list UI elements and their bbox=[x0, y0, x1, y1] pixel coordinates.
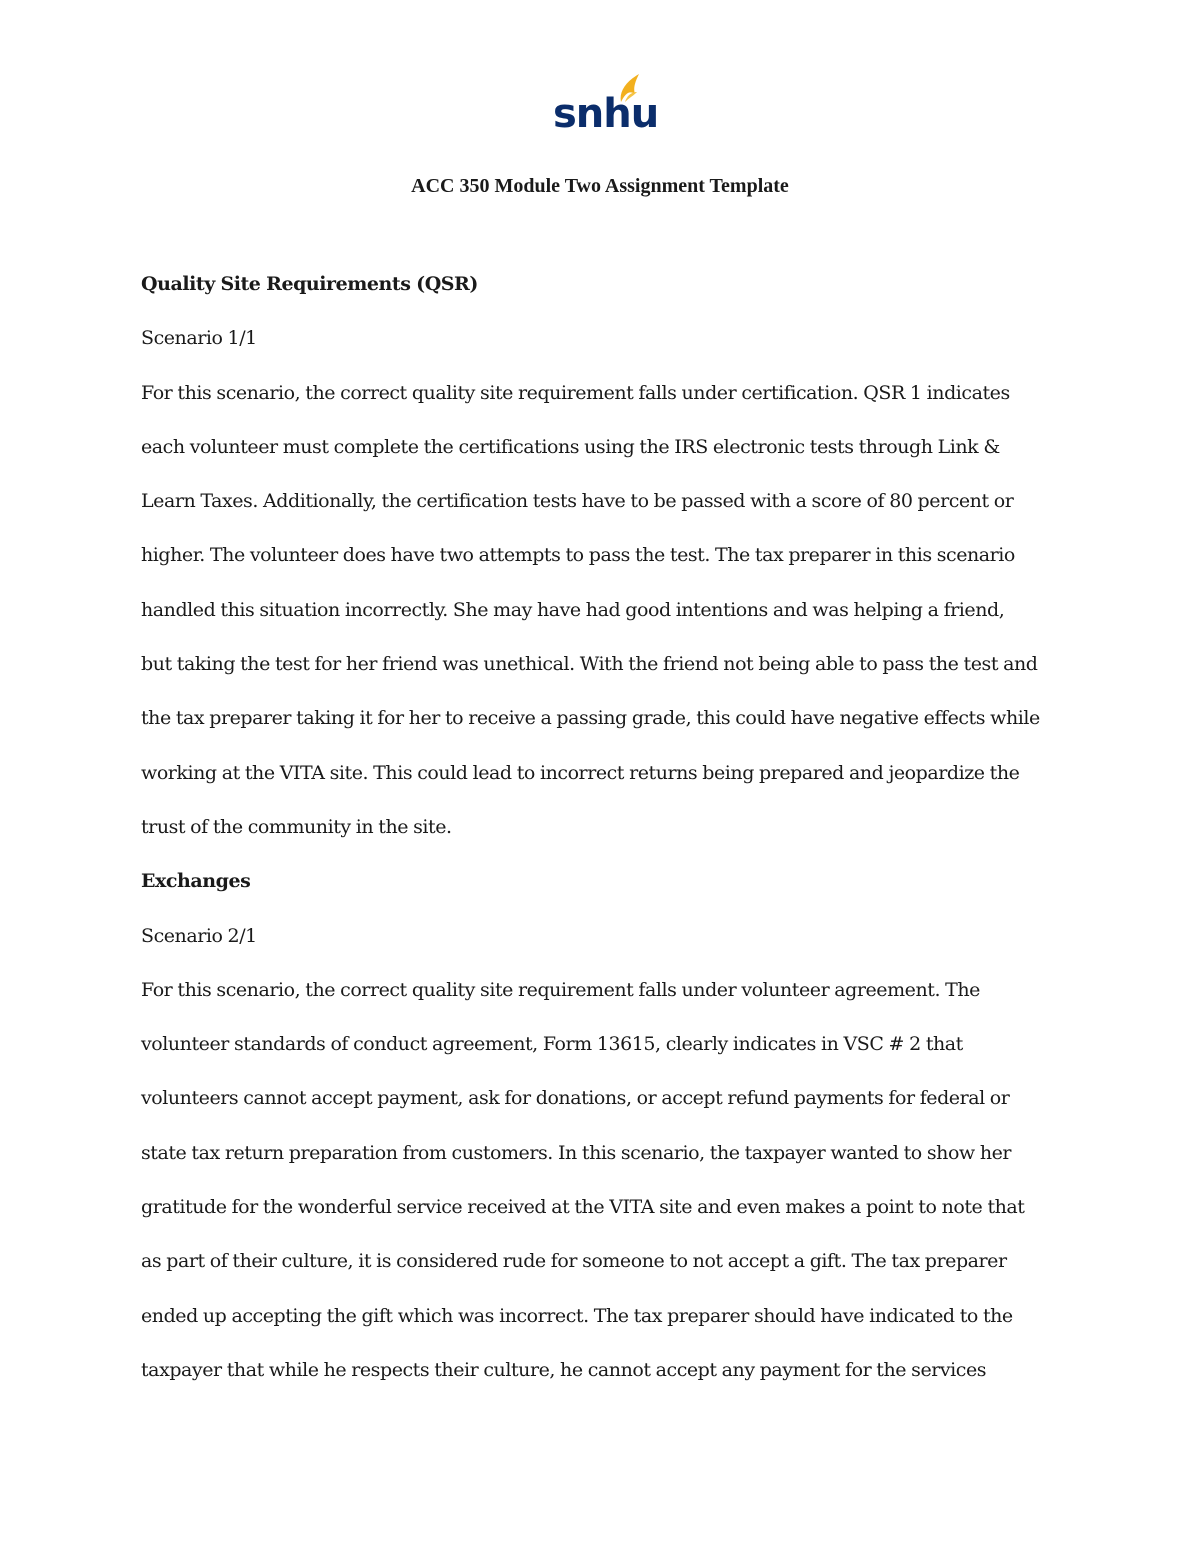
paragraph-line: For this scenario, the correct quality site requirement falls under volunteer agreement. The bbox=[141, 978, 980, 1001]
paragraph-line: Learn Taxes. Additionally, the certification tests have to be passed with a score of 80 percent or bbox=[141, 490, 1014, 513]
paragraph-line: gratitude for the wonderful service received at the VITA site and even makes a point to note that bbox=[141, 1196, 1025, 1219]
paragraph-line: higher. The volunteer does have two attempts to pass the test. The tax preparer in this scenario bbox=[141, 544, 1015, 567]
logo-wordmark: snhu bbox=[553, 91, 659, 137]
paragraph-line: volunteers cannot accept payment, ask for donations, or accept refund payments for federal or bbox=[141, 1087, 1010, 1110]
paragraph-line: each volunteer must complete the certifications using the IRS electronic tests through Link & bbox=[141, 435, 1000, 458]
scenario-label: Scenario 1/1 bbox=[141, 327, 257, 350]
paragraph-line: but taking the test for her friend was unethical. With the friend not being able to pass the test and bbox=[141, 653, 1038, 676]
document-body bbox=[141, 270, 1071, 1410]
paragraph-line: For this scenario, the correct quality site requirement falls under certification. QSR 1 indicates bbox=[141, 381, 1010, 404]
snhu-logo bbox=[553, 72, 659, 138]
paragraph-line: state tax return preparation from customers. In this scenario, the taxpayer wanted to show her bbox=[141, 1141, 1012, 1164]
paragraph-line: as part of their culture, it is considered rude for someone to not accept a gift. The tax preparer bbox=[141, 1250, 1007, 1273]
scenario-label: Scenario 2/1 bbox=[141, 924, 257, 947]
section-heading-qsr: Quality Site Requirements (QSR) bbox=[141, 273, 478, 295]
paragraph-line: working at the VITA site. This could lead to incorrect returns being prepared and jeopardize the bbox=[141, 761, 1020, 784]
paragraph-line: volunteer standards of conduct agreement, Form 13615, clearly indicates in VSC # 2 that bbox=[141, 1033, 963, 1056]
paragraph-line: the tax preparer taking it for her to receive a passing grade, this could have negative effects while bbox=[141, 707, 1040, 730]
section-heading-exchanges: Exchanges bbox=[141, 870, 251, 893]
paragraph-line: ended up accepting the gift which was incorrect. The tax preparer should have indicated to the bbox=[141, 1304, 1013, 1327]
paragraph-line: trust of the community in the site. bbox=[141, 815, 452, 838]
paragraph-line: handled this situation incorrectly. She may have had good intentions and was helping a friend, bbox=[141, 598, 1005, 621]
paragraph-line: taxpayer that while he respects their culture, he cannot accept any payment for the services bbox=[141, 1358, 987, 1381]
document-title: ACC 350 Module Two Assignment Template bbox=[411, 175, 789, 197]
